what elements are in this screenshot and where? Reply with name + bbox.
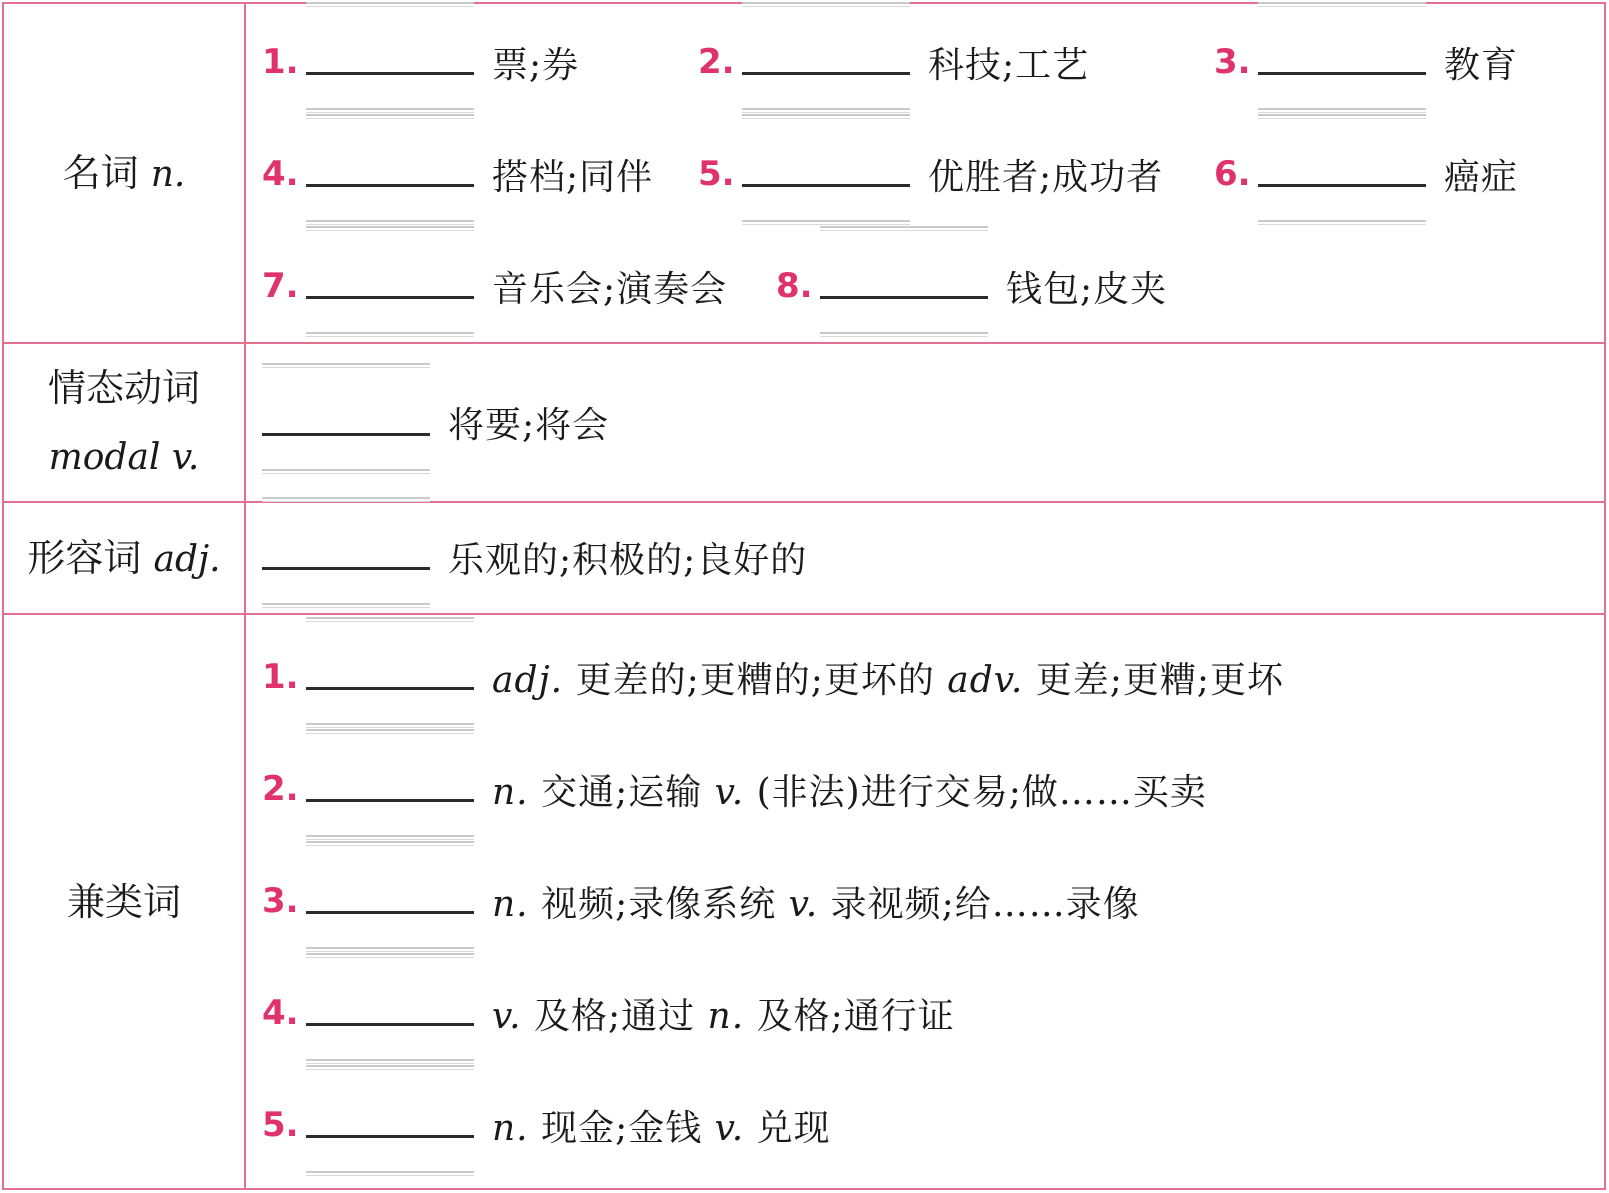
item-meaning: 钱包;皮夹 — [1006, 268, 1168, 310]
multi-row — [3, 614, 1605, 1189]
modal-items-cell — [245, 343, 1605, 503]
noun-item — [1214, 150, 1518, 198]
item-number: 2. — [262, 769, 299, 810]
item-meaning — [492, 764, 1207, 815]
noun-item — [262, 38, 579, 86]
modal-row — [3, 343, 1605, 503]
answer-blank[interactable] — [1258, 38, 1426, 86]
multi-category-cell — [3, 614, 245, 1189]
answer-blank[interactable] — [306, 765, 474, 813]
item-meaning — [492, 652, 1284, 703]
pos-label: v. — [788, 883, 819, 925]
item-meaning: 乐观的;积极的;良好的 — [448, 539, 808, 581]
multi-item — [262, 765, 1207, 813]
modal-category-cell — [3, 343, 245, 503]
adjective-label-en: adj. — [153, 539, 221, 581]
answer-blank[interactable] — [1258, 150, 1426, 198]
meaning-part: 交通;运输 — [528, 771, 715, 813]
multi-item — [262, 653, 1284, 701]
pos-label: v. — [714, 1107, 745, 1149]
pos-label: v. — [492, 995, 522, 1037]
meaning-part: 更差的;更糟的;更坏的 — [563, 659, 948, 701]
nouns-row — [3, 3, 1605, 343]
item-number: 3. — [1214, 42, 1251, 82]
item-number: 2. — [698, 42, 735, 82]
modal-label: 情态动词 — [47, 366, 200, 411]
pos-label: n. — [492, 1107, 529, 1149]
modal-label-en: modal v. — [48, 437, 200, 479]
item-meaning: 优胜者;成功者 — [928, 156, 1164, 198]
nouns-label-en: n. — [150, 153, 186, 195]
answer-blank[interactable] — [306, 1101, 474, 1149]
item-number: 5. — [698, 154, 735, 194]
meaning-part: 视频;录像系统 — [528, 883, 789, 925]
meaning-part: 兑现 — [744, 1107, 831, 1149]
item-meaning — [492, 1100, 831, 1151]
item-meaning: 将要;将会 — [448, 405, 610, 447]
answer-blank[interactable] — [306, 877, 474, 925]
item-number: 8. — [776, 266, 813, 306]
item-meaning: 癌症 — [1444, 156, 1519, 198]
meaning-part: 现金;金钱 — [528, 1107, 715, 1149]
nouns-items-cell — [245, 3, 1605, 343]
answer-blank[interactable] — [306, 989, 474, 1037]
modal-item — [262, 399, 609, 447]
meaning-part: 录视频;给……录像 — [818, 883, 1140, 925]
pos-label: adv. — [947, 659, 1024, 701]
answer-blank[interactable] — [262, 533, 430, 581]
meaning-part: 及格;通行证 — [744, 995, 955, 1037]
vocabulary-table — [2, 2, 1606, 1190]
item-meaning: 科技;工艺 — [928, 44, 1090, 86]
answer-blank[interactable] — [306, 653, 474, 701]
meaning-part: (非法)进行交易;做……买卖 — [744, 771, 1207, 813]
item-number: 3. — [262, 881, 299, 922]
noun-item — [262, 150, 653, 198]
item-number: 1. — [262, 42, 299, 82]
answer-blank[interactable] — [306, 262, 474, 310]
nouns-label: 名词 — [62, 150, 139, 195]
answer-blank[interactable] — [742, 38, 910, 86]
item-number: 1. — [262, 657, 299, 698]
noun-item — [698, 150, 1163, 198]
item-meaning — [492, 988, 955, 1039]
meaning-part: 更差;更糟;更坏 — [1023, 659, 1285, 701]
noun-item — [262, 262, 727, 310]
multi-label: 兼类词 — [66, 879, 181, 924]
answer-blank[interactable] — [820, 262, 988, 310]
item-number: 4. — [262, 993, 299, 1034]
adjective-item — [262, 533, 807, 581]
answer-blank[interactable] — [742, 150, 910, 198]
item-meaning: 教育 — [1444, 44, 1519, 86]
pos-label: adj. — [492, 659, 564, 701]
multi-item — [262, 1101, 831, 1149]
adjective-category-cell — [3, 502, 245, 614]
item-meaning — [492, 876, 1140, 927]
adjective-items-cell — [245, 502, 1605, 614]
meaning-part: 及格;通过 — [521, 995, 708, 1037]
multi-items-cell — [245, 614, 1605, 1189]
item-number: 5. — [262, 1105, 299, 1146]
multi-item — [262, 877, 1140, 925]
item-number: 6. — [1214, 154, 1251, 194]
pos-label: v. — [714, 771, 745, 813]
item-meaning: 票;券 — [492, 44, 580, 86]
pos-label: n. — [707, 995, 745, 1037]
answer-blank[interactable] — [306, 38, 474, 86]
adjective-row — [3, 502, 1605, 614]
noun-item — [698, 38, 1089, 86]
answer-blank[interactable] — [306, 150, 474, 198]
nouns-category-cell — [3, 3, 245, 343]
pos-label: n. — [492, 771, 529, 813]
item-number: 4. — [262, 154, 299, 194]
noun-item — [776, 262, 1167, 310]
pos-label: n. — [492, 883, 529, 925]
multi-item — [262, 989, 955, 1037]
item-meaning: 搭档;同伴 — [492, 156, 654, 198]
item-number: 7. — [262, 266, 299, 306]
item-meaning: 音乐会;演奏会 — [492, 268, 728, 310]
answer-blank[interactable] — [262, 399, 430, 447]
noun-item — [1214, 38, 1518, 86]
adjective-label: 形容词 — [27, 536, 142, 581]
